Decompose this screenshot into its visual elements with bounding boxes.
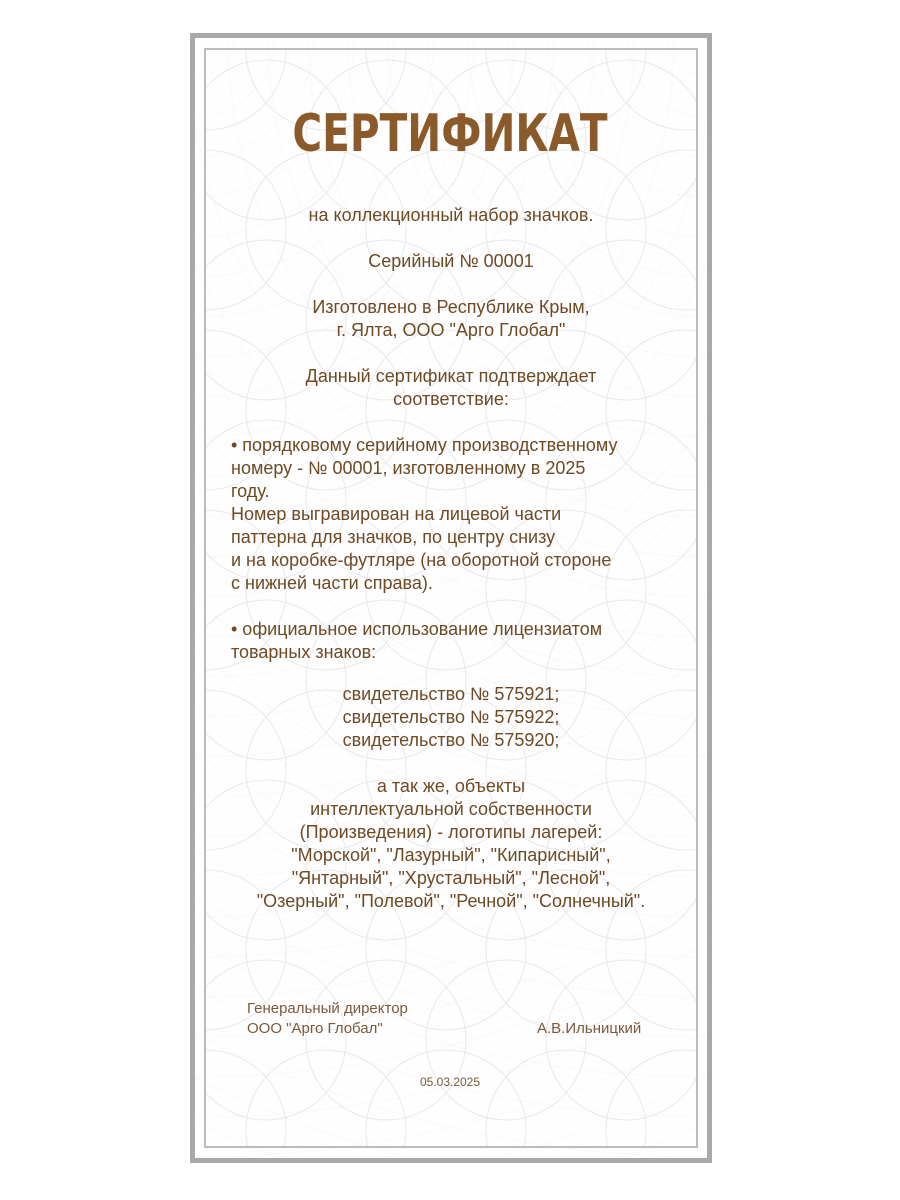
also-line-5: "Янтарный", "Хрустальный", "Лесной", [291, 868, 611, 888]
also-line-2: интеллектуальной собственности [310, 799, 592, 819]
signatory-title [247, 999, 408, 1039]
bullet1-line-6: и на коробке-футляре (на оборотной стороне [231, 550, 612, 570]
also-line-4: "Морской", "Лазурный", "Кипарисный", [291, 845, 611, 865]
bullet2-line-2: товарных знаков: [231, 642, 377, 662]
bullet-trademarks [231, 618, 691, 664]
bullet1-line-5: паттерна для значков, по центру снизу [231, 527, 556, 547]
also-line-6: "Озерный", "Полевой", "Речной", "Солнечный". [256, 891, 646, 911]
made-in [210, 296, 692, 342]
also-line-1: а так же, объекты [376, 776, 526, 796]
confirms-statement [210, 365, 692, 411]
bullet2-line-1: • официальное использование лицензиатом [231, 619, 603, 639]
serial-number [210, 250, 692, 273]
bullet1-line-4: Номер выгравирован на лицевой части [231, 504, 562, 524]
confirms-line-2: соответствие: [393, 389, 509, 409]
certificates-list [210, 683, 692, 752]
bullet1-line-7: с нижней части справа). [231, 573, 433, 593]
bullet1-line-3: году. [231, 481, 270, 501]
intellectual-property [210, 775, 692, 913]
certificate-item-2: свидетельство № 575922; [342, 707, 560, 727]
made-in-line-2: г. Ялта, ООО "Арго Глобал" [336, 320, 566, 340]
subtitle-line: на коллекционный набор значков. [308, 205, 594, 225]
made-in-line-1: Изготовлено в Республике Крым, [312, 297, 590, 317]
certificate-item-3: свидетельство № 575920; [342, 730, 560, 750]
bullet1-line-2: номеру - № 00001, изготовленному в 2025 [231, 458, 586, 478]
bullet1-line-1: • порядковому серийному производственному [231, 435, 618, 455]
signatory-name: А.В.Ильницкий [537, 1020, 642, 1037]
subtitle [210, 204, 692, 227]
also-line-3: (Произведения) - логотипы лагерей: [299, 822, 603, 842]
serial-line: Серийный № 00001 [368, 251, 534, 271]
signatory-title-line-1: Генеральный директор [247, 1000, 408, 1017]
certificate-item-1: свидетельство № 575921; [342, 684, 560, 704]
issue-date: 05.03.2025 [419, 1075, 481, 1089]
certificate-title: СЕРТИФИКАТ [292, 104, 608, 164]
bullet-serial [231, 434, 691, 595]
confirms-line-1: Данный сертификат подтверждает [305, 366, 597, 386]
signatory-title-line-2: ООО "Арго Глобал" [247, 1020, 383, 1037]
